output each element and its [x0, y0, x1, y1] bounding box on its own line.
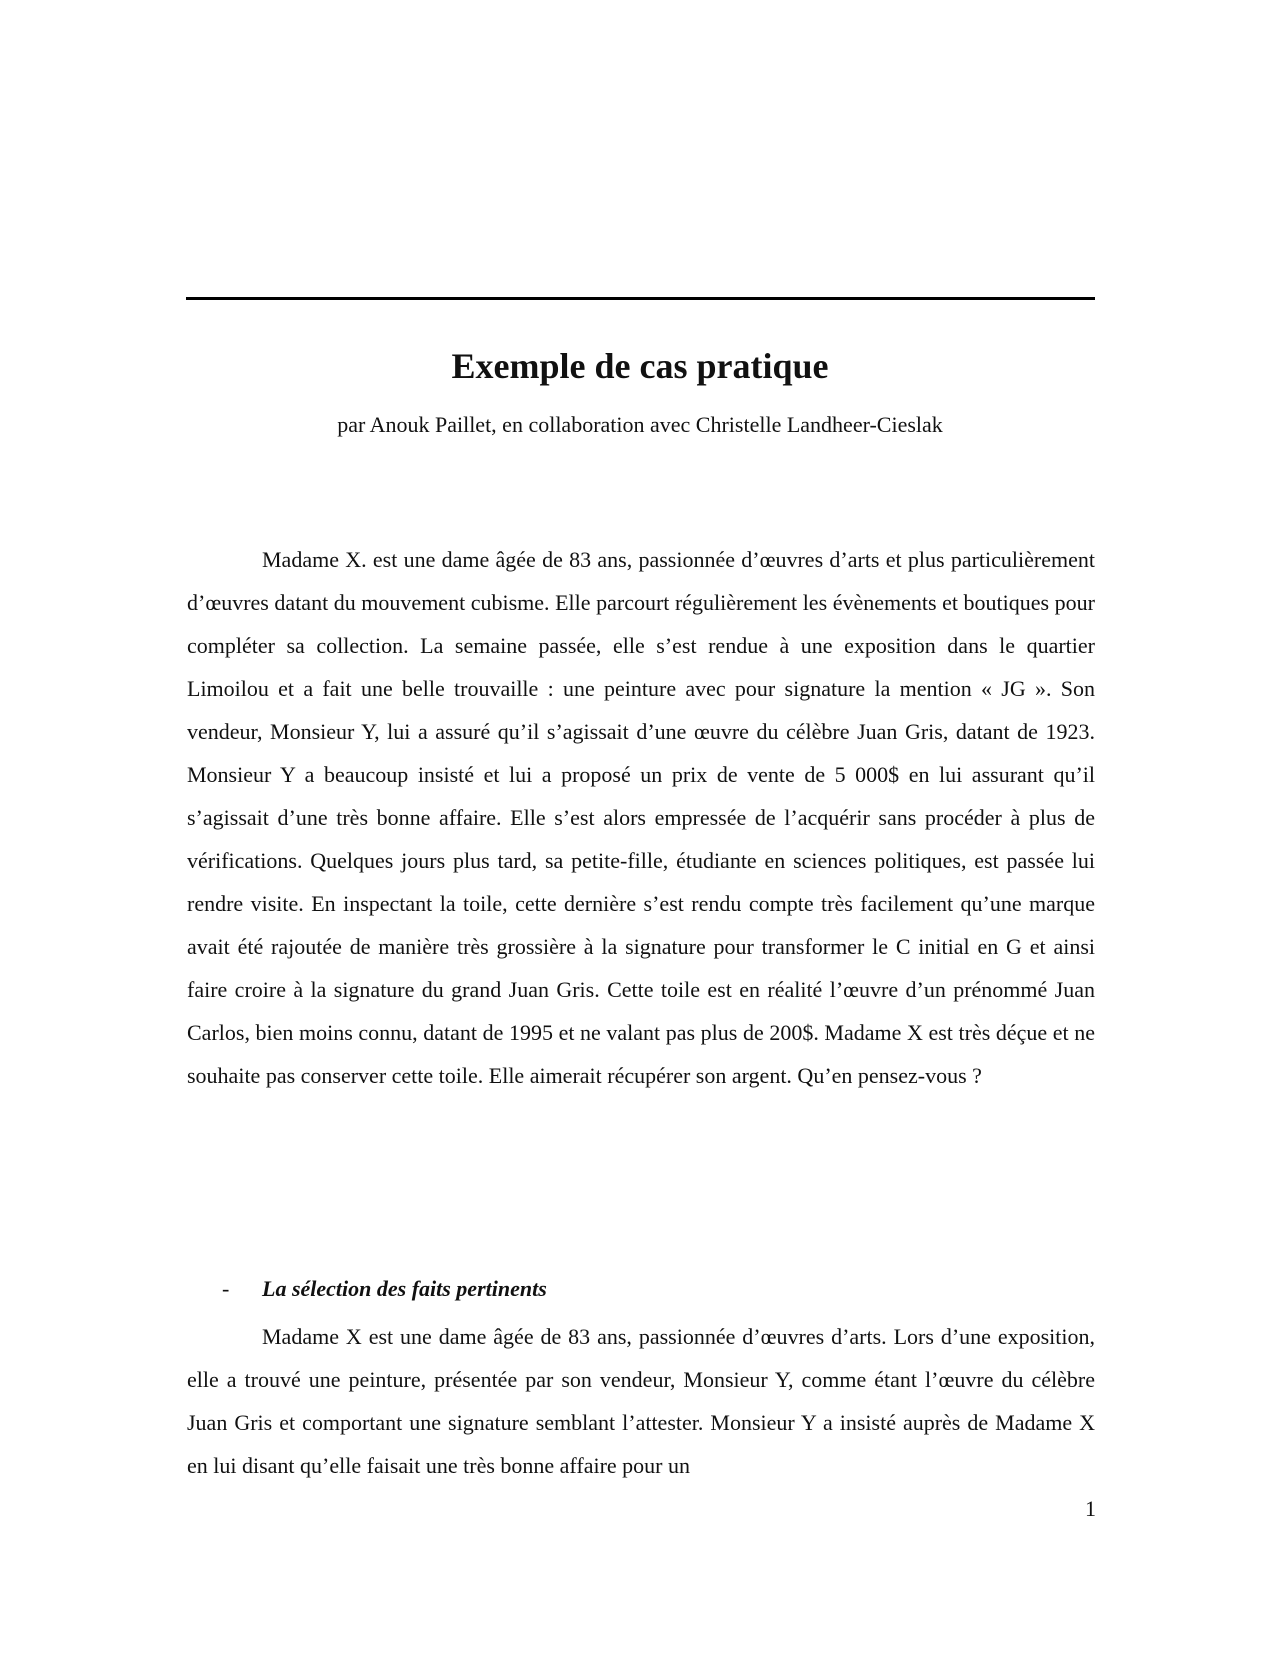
header-rule: [186, 297, 1095, 300]
page-number: 1: [1085, 1496, 1096, 1521]
section-bullet: -: [222, 1276, 230, 1301]
document-title: Exemple de cas pratique: [451, 346, 829, 386]
section-heading: [222, 1274, 547, 1304]
author-byline: par Anouk Paillet, en collaboration avec Christelle Landheer-Cieslak: [337, 412, 943, 437]
section-heading-label: La sélection des faits pertinents: [262, 1276, 547, 1301]
case-paragraph: Madame X. est une dame âgée de 83 ans, passionnée d’œuvres d’arts et plus particulièrement d’œuvres datant du mouvement cubisme. Elle parcourt régulièrement les évènements et boutiques pour compléter sa collection. La semaine passée, elle s’est rendue à une exposition dans le quartier Limoilou et a fait une belle trouvaille : une peinture avec pour signature la mention « JG ». Son vendeur, Monsieur Y, lui a assuré qu’il s’agissait d’une œuvre du célèbre Juan Gris, datant de 1923. Monsieur Y a beaucoup insisté et lui a proposé un prix de vente de 5 000$ en lui assurant qu’il s’agissait d’une très bonne affaire. Elle s’est alors empressée de l’acquérir sans procéder à plus de vérifications. Quelques jours plus tard, sa petite-fille, étudiante en sciences politiques, est passée lui rendre visite. En inspectant la toile, cette dernière s’est rendu compte très facilement qu’une marque avait été rajoutée de manière très grossière à la signature pour transformer le C initial en G et ainsi faire croire à la signature du grand Juan Gris. Cette toile est en réalité l’œuvre d’un prénommé Juan Carlos, bien moins connu, datant de 1995 et ne valant pas plus de 200$. Madame X est très déçue et ne souhaite pas conserver cette toile. Elle aimerait récupérer son argent. Qu’en pensez-vous ?: [187, 547, 1095, 1088]
facts-paragraph: Madame X est une dame âgée de 83 ans, passionnée d’œuvres d’arts. Lors d’une exposition, elle a trouvé une peinture, présentée par son vendeur, Monsieur Y, comme étant l’œuvre du célèbre Juan Gris et comportant une signature semblant l’attester. Monsieur Y a insisté auprès de Madame X en lui disant qu’elle faisait une très bonne affaire pour un: [187, 1324, 1095, 1478]
